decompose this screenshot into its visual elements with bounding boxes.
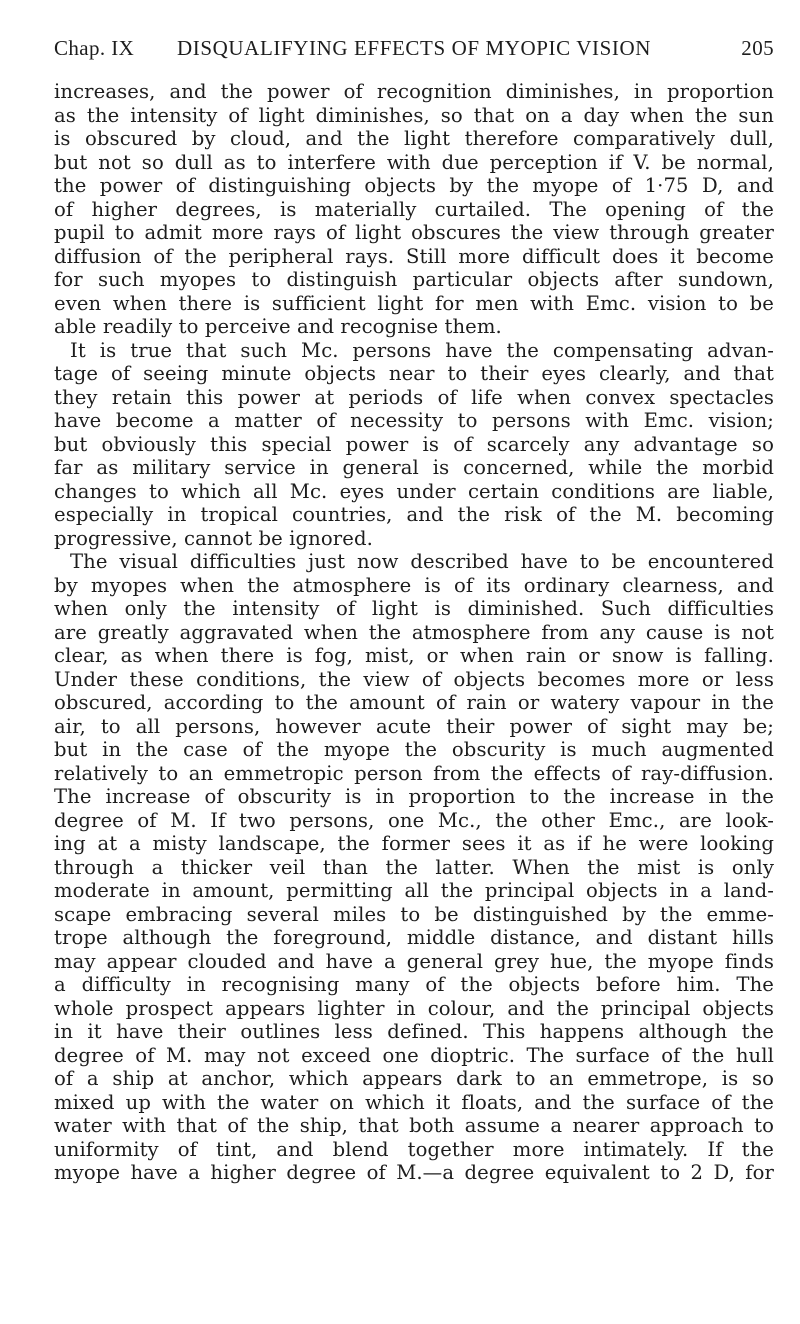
text-line: they retain this power at periods of life when convex spectacles xyxy=(54,385,774,409)
text-line: pupil to admit more rays of light obscures the view through greater xyxy=(54,221,774,244)
text-line: degree of M. may not exceed one dioptric. The surface of the hull xyxy=(54,1043,774,1067)
text-line: changes to which all Mc. eyes under certain conditions are liable, xyxy=(54,479,774,503)
text-line: tage of seeing minute objects near to their eyes clearly, and that xyxy=(54,362,774,385)
text-line: able readily to perceive and recognise them. xyxy=(54,315,502,338)
page-number: 205 xyxy=(741,36,774,60)
text-line: obscured, according to the amount of rain or watery vapour in the xyxy=(54,691,774,714)
text-line: The increase of obscurity is in proportion to the increase in the xyxy=(54,785,774,808)
text-line: mixed up with the water on which it floats, and the surface of the xyxy=(54,1090,774,1114)
text-line: trope although the foreground, middle distance, and distant hills xyxy=(54,926,774,949)
text-line: even when there is sufficient light for men with Emc. vision to be xyxy=(54,291,774,315)
text-line: for such myopes to distinguish particular objects after sundown, xyxy=(54,268,774,291)
text-line: ing at a misty landscape, the former sees it as if he were looking xyxy=(54,832,774,855)
text-line: may appear clouded and have a general grey hue, the myope finds xyxy=(54,949,774,973)
text-line: but obviously this special power is of scarcely any advantage so xyxy=(54,432,774,456)
text-line: water with that of the ship, that both assume a nearer approach to xyxy=(54,1114,774,1137)
text-line: whole prospect appears lighter in colour, and the principal objects xyxy=(54,996,774,1020)
text-line: by myopes when the atmosphere is of its ordinary clearness, and xyxy=(54,573,774,597)
text-line: a difficulty in recognising many of the objects before him. The xyxy=(54,973,774,996)
text-line: as the intensity of light diminishes, so that on a day when the sun xyxy=(54,103,774,127)
text-line: The visual difficulties just now described have to be encountered xyxy=(70,550,774,573)
text-line: is obscured by cloud, and the light therefore comparatively dull, xyxy=(54,127,774,150)
text-line: have become a matter of necessity to persons with Emc. vision; xyxy=(54,409,774,432)
text-line: in it have their outlines less defined. This happens although the xyxy=(54,1020,774,1043)
text-line: progressive, cannot be ignored. xyxy=(54,526,373,550)
text-line: increases, and the power of recognition diminishes, in proportion xyxy=(54,80,774,103)
text-line: but in the case of the myope the obscurity is much augmented xyxy=(54,738,774,761)
text-line: are greatly aggravated when the atmosphere from any cause is not xyxy=(54,620,774,644)
text-line: It is true that such Mc. persons have the compensating advan- xyxy=(70,338,774,362)
text-line: degree of M. If two persons, one Mc., the other Emc., are look- xyxy=(54,808,774,832)
running-head xyxy=(54,36,774,68)
text-line: Under these conditions, the view of objects becomes more or less xyxy=(54,667,774,691)
text-line: moderate in amount, permitting all the principal objects in a land- xyxy=(54,879,774,902)
text-line: but not so dull as to interfere with due perception if V. be normal, xyxy=(54,150,774,174)
text-line: especially in tropical countries, and the risk of the M. becoming xyxy=(54,503,774,526)
text-line: of a ship at anchor, which appears dark to an emmetrope, is so xyxy=(54,1067,774,1090)
text-line: clear, as when there is fog, mist, or when rain or snow is falling. xyxy=(54,644,774,667)
text-line: of higher degrees, is materially curtailed. The opening of the xyxy=(54,197,774,221)
body-text xyxy=(54,80,774,1185)
text-line: uniformity of tint, and blend together more intimately. If the xyxy=(54,1137,774,1161)
running-title: DISQUALIFYING EFFECTS OF MYOPIC VISION xyxy=(177,36,651,60)
text-line: relatively to an emmetropic person from the effects of ray-diffusion. xyxy=(54,761,774,785)
text-line: diffusion of the peripheral rays. Still more difficult does it become xyxy=(54,244,774,268)
text-line: through a thicker veil than the latter. When the mist is only xyxy=(54,855,774,879)
text-line: scape embracing several miles to be distinguished by the emme- xyxy=(54,902,774,926)
text-line: when only the intensity of light is diminished. Such difficulties xyxy=(54,597,774,620)
text-line: air, to all persons, however acute their power of sight may be; xyxy=(54,714,774,738)
text-line: the power of distinguishing objects by the myope of 1·75 D, and xyxy=(54,174,774,197)
text-line: far as military service in general is concerned, while the morbid xyxy=(54,456,774,479)
text-line: myope have a higher degree of M.—a degree equivalent to 2 D, for xyxy=(54,1161,774,1184)
chapter-label: Chap. IX xyxy=(54,36,135,60)
